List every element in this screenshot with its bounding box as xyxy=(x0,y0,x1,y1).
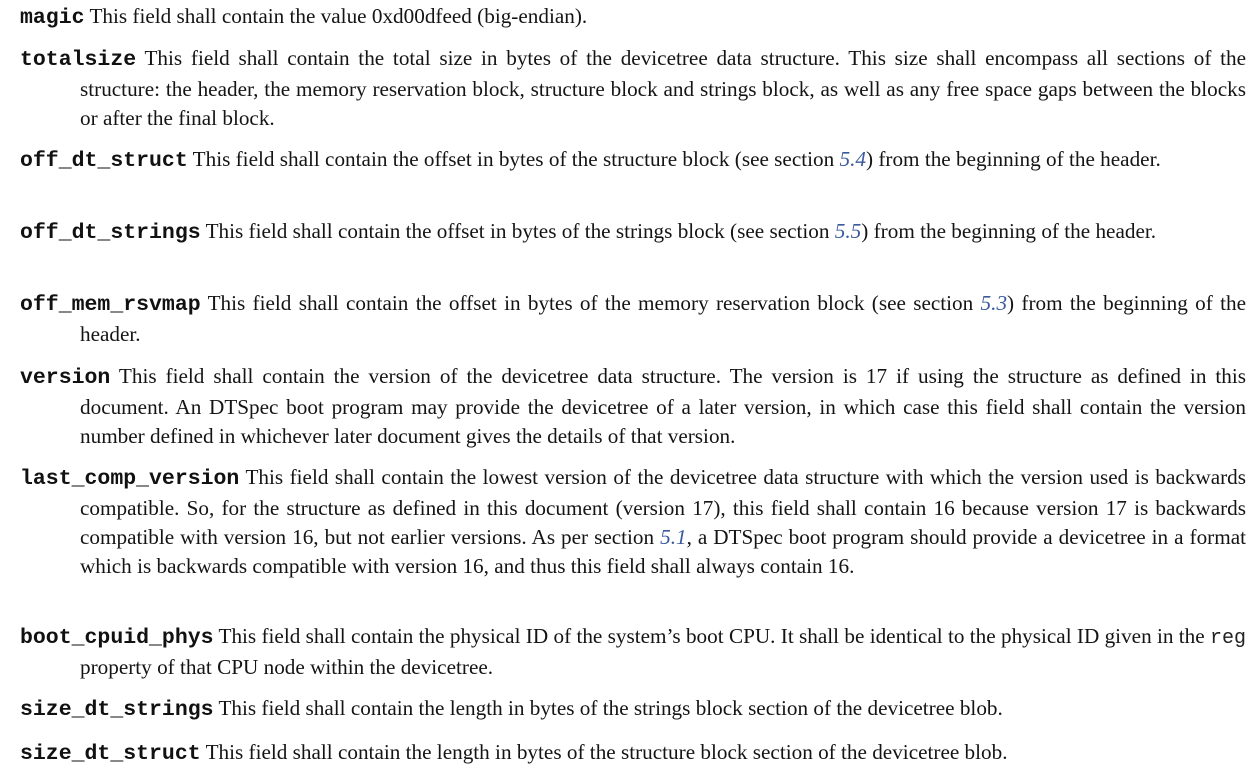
field-name: boot_cpuid_phys xyxy=(20,626,214,650)
field-description-end: property of that CPU node within the devicetree. xyxy=(80,655,494,679)
field-description: This field shall contain the value 0xd00dfeed (big-endian). xyxy=(89,4,588,28)
field-description-start: This field shall contain the physical ID of the system’s boot CPU. It shall be identical to the physical ID given in the xyxy=(218,624,1210,648)
field-entry-boot-cpuid-phys xyxy=(20,622,1246,682)
field-name: off_dt_strings xyxy=(20,221,201,245)
field-description-end: ) from the beginning of the header. xyxy=(865,147,1161,171)
field-description-start: This field shall contain the offset in bytes of the memory reservation block (see section xyxy=(207,291,981,315)
field-name: last_comp_version xyxy=(20,467,240,491)
field-description: This field shall contain the length in bytes of the structure block section of the devicetree blob. xyxy=(205,740,1008,764)
field-name: size_dt_struct xyxy=(20,742,201,766)
section-ref-link[interactable]: 5.1 xyxy=(660,525,687,549)
field-entry-totalsize xyxy=(20,44,1246,133)
field-name: off_dt_struct xyxy=(20,149,188,173)
field-name: size_dt_strings xyxy=(20,698,214,722)
section-ref-link[interactable]: 5.3 xyxy=(980,291,1008,315)
field-description-end: , a DTSpec boot program should provide a devicetree in a format which is backwards compatible with version 16, and thus this field shall always contain 16. xyxy=(80,525,1246,578)
field-entry-last-comp-version xyxy=(20,463,1246,581)
field-name: off_mem_rsvmap xyxy=(20,293,201,317)
field-name: totalsize xyxy=(20,48,137,72)
field-entry-size-dt-strings xyxy=(20,694,1246,725)
code-literal: reg xyxy=(1210,627,1246,650)
field-name: version xyxy=(20,366,111,390)
section-ref-link[interactable]: 5.5 xyxy=(834,219,862,243)
field-description-end: ) from the beginning of the header. xyxy=(80,291,1246,346)
field-entry-off-dt-strings xyxy=(20,217,1246,248)
field-description-start: This field shall contain the offset in bytes of the strings block (see section xyxy=(205,219,835,243)
field-name: magic xyxy=(20,6,85,30)
field-description: This field shall contain the version of the devicetree data structure. The version is 17 if using the structure as defined in this document. An DTSpec boot program may provide the devicetree of a later version, in which case this field shall contain the version number defined in whichever later document gives the details of that version. xyxy=(80,364,1246,448)
field-entry-magic xyxy=(20,2,1246,33)
field-entry-version xyxy=(20,362,1246,451)
field-entry-off-dt-struct xyxy=(20,145,1246,176)
field-description: This field shall contain the total size in bytes of the devicetree data structure. This size shall encompass all sections of the structure: the header, the memory reservation block, structure block and strings block, as well as any free space gaps between the blocks or after the final block. xyxy=(80,46,1246,130)
field-description: This field shall contain the length in bytes of the strings block section of the devicetree blob. xyxy=(218,696,1003,720)
field-entry-off-mem-rsvmap xyxy=(20,289,1246,349)
section-ref-link[interactable]: 5.4 xyxy=(839,147,866,171)
field-description-end: ) from the beginning of the header. xyxy=(861,219,1157,243)
field-entry-size-dt-struct xyxy=(20,738,1246,769)
field-description-start: This field shall contain the offset in bytes of the structure block (see section xyxy=(192,147,840,171)
field-description-start: This field shall contain the lowest version of the devicetree data structure with which the version used is backwards compatible. So, for the structure as defined in this document (version 17), this field shall contain 16 because version 17 is backwards compatible with version 16, but not earlier versions. As per section xyxy=(80,465,1246,549)
